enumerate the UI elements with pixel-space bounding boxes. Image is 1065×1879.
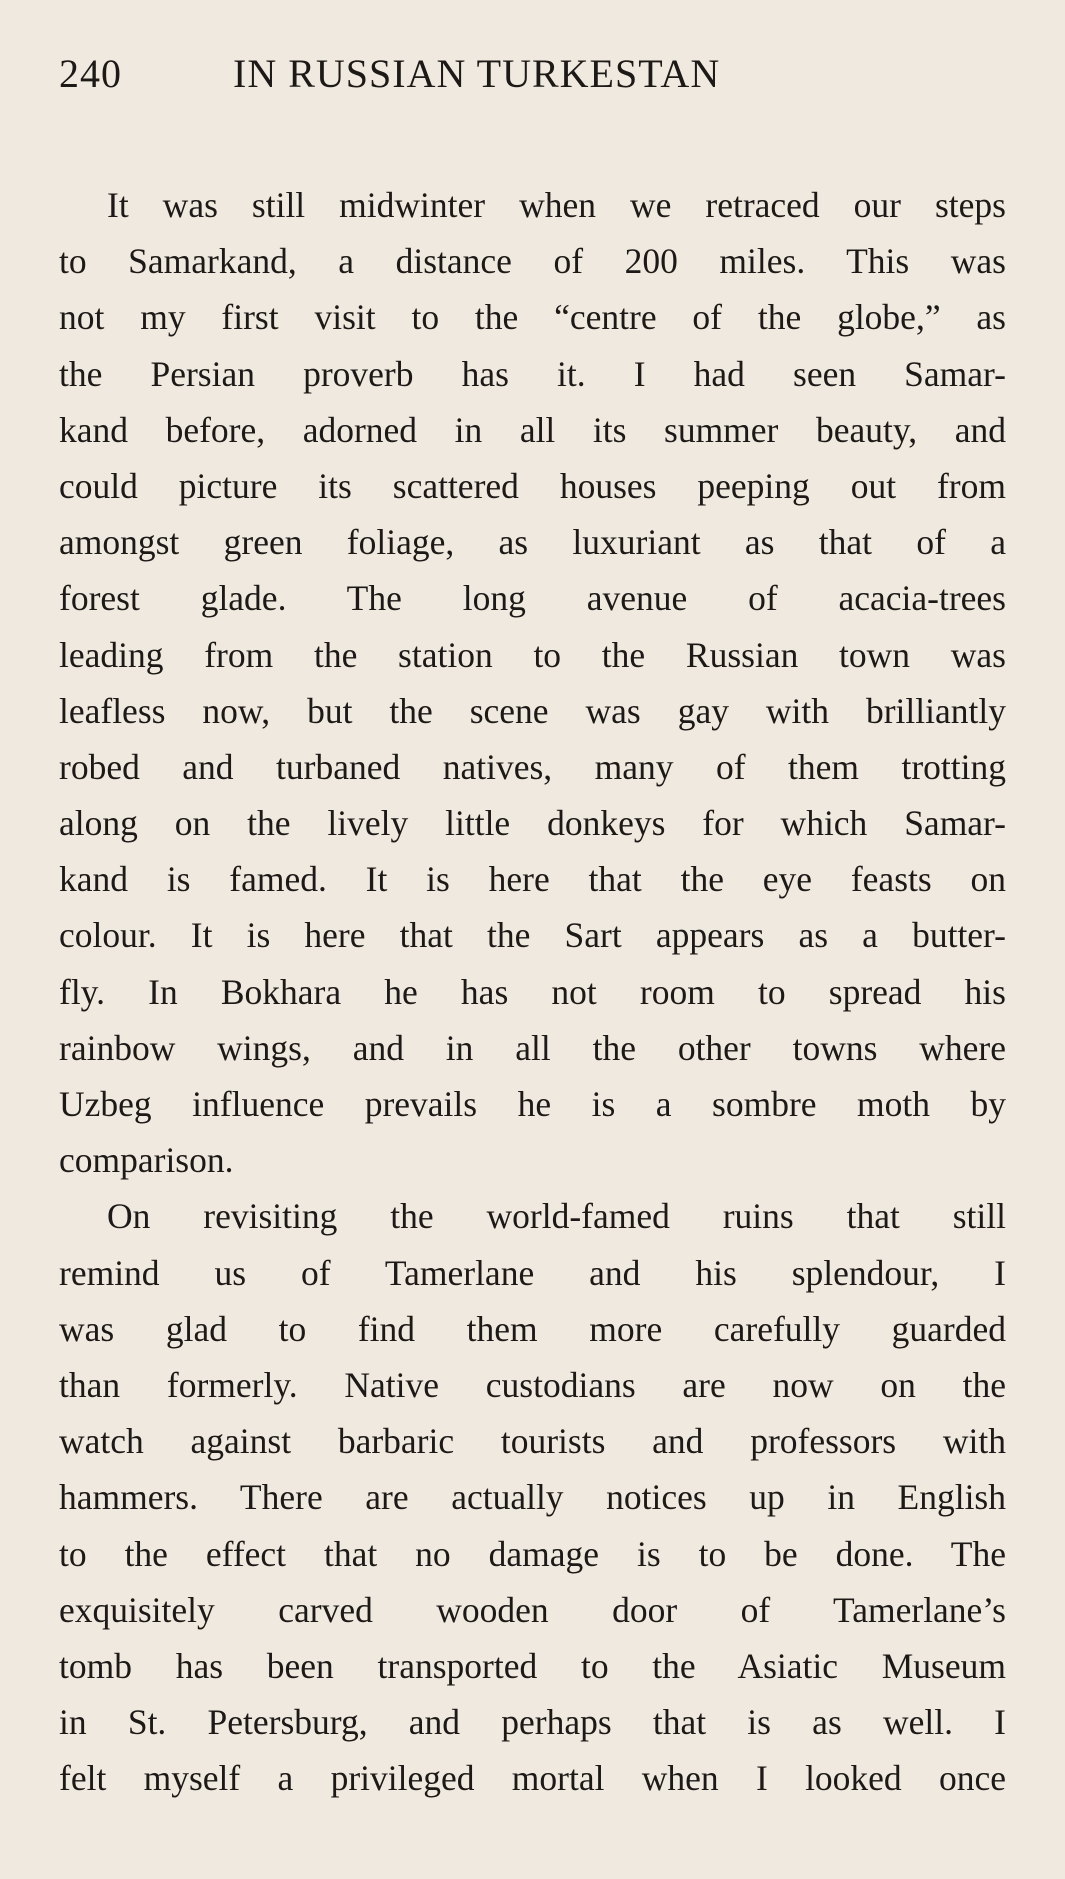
text-line: leafless now, but the scene was gay with brilliantly bbox=[59, 690, 1006, 731]
paragraph bbox=[59, 1188, 1006, 1806]
paragraph bbox=[59, 177, 1006, 1188]
text-line: It was still midwinter when we retraced our steps bbox=[107, 185, 1006, 225]
text-line: leading from the station to the Russian town was bbox=[59, 634, 1006, 675]
text-line: exquisitely carved wooden door of Tamerlane’s bbox=[59, 1589, 1006, 1630]
running-head bbox=[59, 47, 1006, 101]
running-title: IN RUSSIAN TURKESTAN bbox=[233, 51, 721, 96]
text-line: colour. It is here that the Sart appears as a butter- bbox=[59, 915, 1006, 956]
text-line: comparison. bbox=[59, 1140, 234, 1181]
page-number: 240 bbox=[59, 51, 122, 96]
text-line: felt myself a privileged mortal when I looked once bbox=[59, 1758, 1006, 1799]
text-line: than formerly. Native custodians are now on the bbox=[59, 1364, 1006, 1405]
body-text bbox=[59, 177, 1006, 1806]
text-line: rainbow wings, and in all the other towns where bbox=[59, 1027, 1006, 1068]
text-line: Uzbeg influence prevails he is a sombre moth by bbox=[59, 1084, 1006, 1124]
text-line: fly. In Bokhara he has not room to spread his bbox=[59, 971, 1006, 1012]
text-line: to the effect that no damage is to be done. The bbox=[59, 1533, 1006, 1574]
text-line: forest glade. The long avenue of acacia-trees bbox=[59, 578, 1006, 619]
text-line: kand before, adorned in all its summer beauty, and bbox=[59, 409, 1006, 450]
text-line: amongst green foliage, as luxuriant as that of a bbox=[59, 522, 1006, 563]
text-line: in St. Petersburg, and perhaps that is as well. I bbox=[59, 1702, 1006, 1743]
text-line: not my first visit to the “centre of the globe,” as bbox=[59, 297, 1006, 338]
text-line: was glad to find them more carefully guarded bbox=[59, 1308, 1006, 1349]
text-line: along on the lively little donkeys for which Samar- bbox=[59, 803, 1006, 844]
text-line: hammers. There are actually notices up in English bbox=[59, 1477, 1006, 1518]
text-line: kand is famed. It is here that the eye feasts on bbox=[59, 859, 1006, 900]
text-line: to Samarkand, a distance of 200 miles. This was bbox=[59, 241, 1006, 282]
text-line: robed and turbaned natives, many of them trotting bbox=[59, 746, 1006, 787]
text-line: On revisiting the world-famed ruins that still bbox=[107, 1196, 1006, 1237]
text-line: watch against barbaric tourists and professors with bbox=[59, 1421, 1006, 1462]
text-line: tomb has been transported to the Asiatic Museum bbox=[59, 1645, 1006, 1686]
text-line: remind us of Tamerlane and his splendour, I bbox=[59, 1252, 1006, 1293]
text-line: could picture its scattered houses peeping out from bbox=[59, 465, 1006, 506]
text-line: the Persian proverb has it. I had seen Samar- bbox=[59, 353, 1006, 394]
